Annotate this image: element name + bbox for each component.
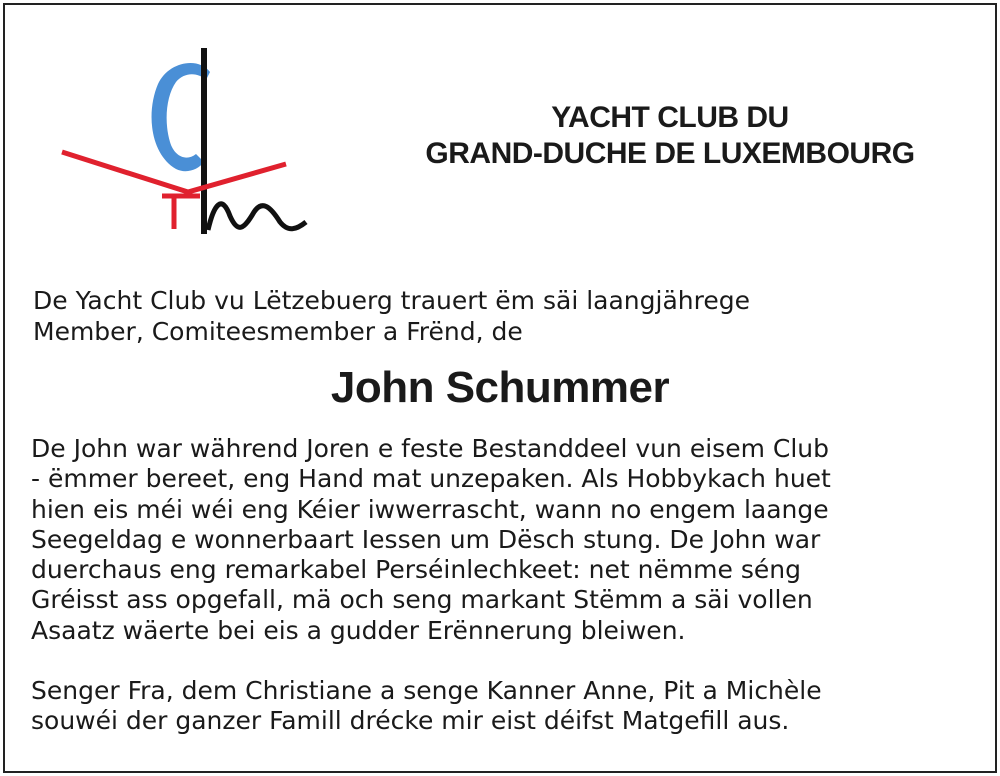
deceased-name: John Schummer: [330, 363, 670, 412]
club-name-line1: YACHT CLUB DU: [551, 101, 789, 134]
club-name-line2: GRAND-DUCHE DE LUXEMBOURG: [425, 137, 915, 170]
tribute-line: Gréisst ass opgefall, mä och seng markant Stëmm a säi vollen: [31, 585, 813, 615]
logo-red-keel: [162, 194, 200, 229]
tribute-line: duerchaus eng remarkabel Perséinlechkeet: net nëmme séng: [31, 555, 801, 585]
tribute-paragraph: [31, 434, 970, 646]
tribute-line: De John war während Joren e feste Bestanddeel vun eisem Club: [31, 434, 829, 463]
tribute-line: Asaatz wäerte bei eis a gudder Erënnerung bleiwen.: [31, 615, 686, 645]
logo-wave: [208, 204, 306, 230]
condolence-paragraph: [31, 676, 970, 737]
intro-line: Member, Comiteesmember a Frënd, de: [33, 317, 523, 346]
condolence-line: souwéi der ganzer Famill drécke mir eist déifst Matgefill aus.: [31, 706, 790, 736]
condolence-line: Senger Fra, dem Christiane a senge Kanner Anne, Pit a Michèle: [31, 676, 822, 705]
tribute-line: - ëmmer bereet, eng Hand mat unzepaken. Als Hobbykach huet: [31, 464, 831, 494]
intro-text: [33, 285, 968, 347]
tribute-line: Seegeldag e wonnerbaart Iessen um Dësch stung. De John war: [31, 524, 821, 554]
tribute-line: hien eis méi wéi eng Kéier iwwerrascht, wann no engem laange: [31, 494, 829, 524]
yacht-club-logo-icon: [58, 44, 308, 239]
club-name: [380, 100, 960, 172]
intro-line: De Yacht Club vu Lëtzebuerg trauert ëm säi laangjährege: [33, 286, 750, 315]
